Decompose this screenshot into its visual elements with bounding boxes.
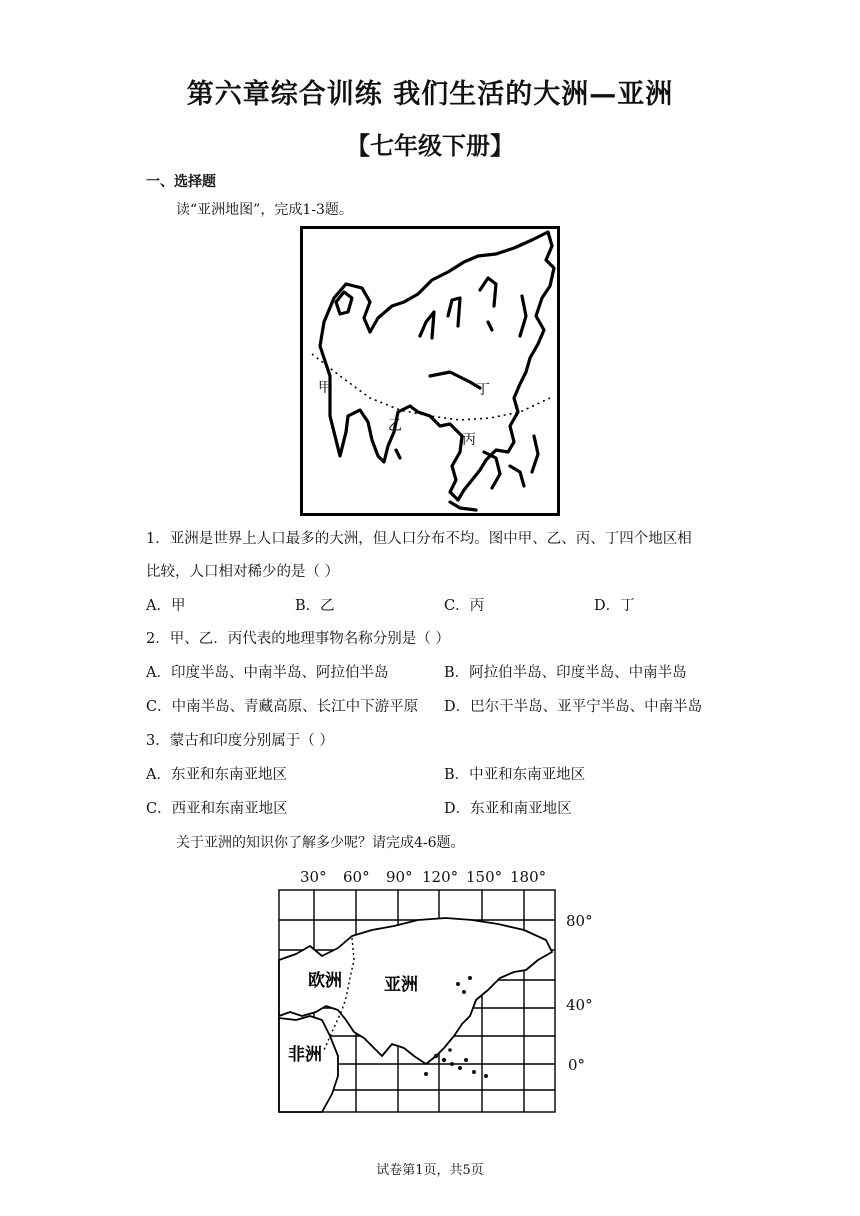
map-label-jia: 甲 bbox=[318, 380, 332, 396]
page-subtitle: 【七年级下册】 bbox=[346, 132, 514, 160]
question-3-option-b: B．中亚和东南亚地区 bbox=[444, 767, 586, 783]
question-1-option-a: A．甲 bbox=[146, 598, 186, 614]
lon-label-150: 150° bbox=[466, 868, 503, 886]
region-label-europe: 欧洲 bbox=[308, 971, 342, 991]
section-heading: 一、选择题 bbox=[146, 174, 216, 190]
question-1-option-c: C．丙 bbox=[444, 598, 485, 614]
longitude-labels bbox=[300, 868, 546, 886]
question-2-option-a: A．印度半岛、中南半岛、阿拉伯半岛 bbox=[146, 665, 389, 681]
page-title: 第六章综合训练 我们生活的大洲—亚洲 bbox=[186, 79, 674, 110]
question-3-option-c: C．西亚和东南亚地区 bbox=[146, 801, 288, 817]
intro-text-2: 关于亚洲的知识你了解多少呢？请完成4-6题。 bbox=[176, 835, 465, 851]
page-footer: 试卷第1页，共5页 bbox=[376, 1163, 484, 1178]
map-label-ding: 丁 bbox=[476, 382, 490, 398]
lat-label-80: 80° bbox=[566, 912, 593, 930]
question-3-option-d: D．东亚和南亚地区 bbox=[444, 801, 572, 817]
question-3-option-a: A．东亚和东南亚地区 bbox=[146, 767, 287, 783]
question-1-stem-line1: 1．亚洲是世界上人口最多的大洲，但人口分布不均。图中甲、乙、丙、丁四个地区相 bbox=[146, 531, 692, 547]
lon-label-30: 30° bbox=[300, 868, 327, 886]
lon-label-90: 90° bbox=[386, 868, 413, 886]
question-1-option-d: D．丁 bbox=[594, 598, 635, 614]
lon-label-120: 120° bbox=[422, 868, 459, 886]
lat-label-0: 0° bbox=[568, 1056, 586, 1074]
question-2-option-d: D．巴尔干半岛、亚平宁半岛、中南半岛 bbox=[444, 699, 703, 715]
question-2-stem: 2．甲、乙．丙代表的地理事物名称分别是（ ） bbox=[146, 631, 450, 647]
map-label-bing: 丙 bbox=[462, 432, 476, 448]
continent-outlines bbox=[279, 918, 552, 1112]
question-2-option-b: B．阿拉伯半岛、印度半岛、中南半岛 bbox=[444, 665, 687, 681]
region-label-asia: 亚洲 bbox=[384, 975, 418, 995]
latitude-labels bbox=[566, 912, 593, 1074]
map-label-yi: 乙 bbox=[388, 418, 402, 434]
question-1-option-b: B．乙 bbox=[295, 598, 335, 614]
question-1-stem-line2: 比较，人口相对稀少的是（ ） bbox=[146, 564, 340, 580]
lon-label-180: 180° bbox=[510, 868, 547, 886]
region-label-africa: 非洲 bbox=[288, 1045, 322, 1065]
question-2-option-c: C．中南半岛、青藏高原、长江中下游平原 bbox=[146, 699, 419, 715]
intro-text-1: 读“亚洲地图”，完成1-3题。 bbox=[176, 202, 353, 218]
asia-map-1 bbox=[300, 226, 560, 516]
asia-grid-map bbox=[276, 860, 606, 1116]
lon-label-60: 60° bbox=[343, 868, 370, 886]
lat-label-40: 40° bbox=[566, 996, 593, 1014]
question-3-stem: 3．蒙古和印度分别属于（ ） bbox=[146, 733, 334, 749]
